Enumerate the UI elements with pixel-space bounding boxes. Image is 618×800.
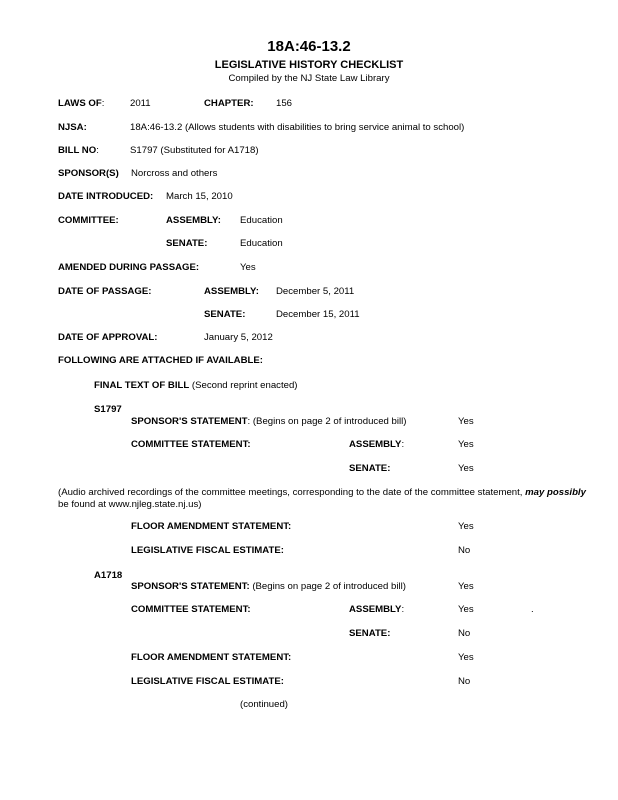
s1797-bill-label: S1797 [94,404,122,415]
s1797-senate-label: SENATE: [349,463,391,474]
date-of-passage-label: DATE OF PASSAGE: [58,286,152,297]
passage-senate-label: SENATE: [204,309,246,320]
bill-no-label-text: BILL NO [58,145,97,156]
a1718-sponsor-label: SPONSOR'S STATEMENT: [131,581,250,592]
date-of-approval-label: DATE OF APPROVAL: [58,332,158,343]
bill-no-colon: : [96,145,99,156]
a1718-sponsor-note: (Begins on page 2 of introduced bill) [249,581,406,592]
final-text-label: FINAL TEXT OF BILL [94,380,190,391]
committee-label: COMMITTEE: [58,215,119,226]
amended-label: AMENDED DURING PASSAGE: [58,262,200,273]
a1718-assembly-value: Yes [458,604,474,615]
amended-value: Yes [240,262,256,273]
passage-assembly-value: December 5, 2011 [276,286,355,297]
a1718-assembly-label [349,604,404,615]
passage-senate-value: December 15, 2011 [276,309,360,320]
bill-no-label [58,145,99,156]
committee-assembly-value: Education [240,215,283,226]
committee-senate-value: Education [240,238,283,249]
s1797-assembly-value: Yes [458,439,474,450]
date-of-approval-value: January 5, 2012 [204,332,273,343]
bill-no-value: S1797 (Substituted for A1718) [130,145,259,156]
a1718-sponsor-value: Yes [458,581,474,592]
sponsors-value: Norcross and others [131,168,218,179]
laws-of-value: 2011 [130,98,151,109]
a1718-assembly-trailing-dot: . [531,604,534,615]
s1797-senate-value: Yes [458,463,474,474]
compiled-by: Compiled by the NJ State Law Library [228,73,390,84]
continued-note: (continued) [240,699,288,710]
a1718-senate-value: No [458,628,471,639]
laws-of-colon: : [101,98,105,109]
s1797-floor-label: FLOOR AMENDMENT STATEMENT: [131,521,292,532]
audio-note-text: (Audio archived recordings of the committee meetings, corresponding to the date of the committee statement, [58,487,526,498]
final-text-note: (Second reprint enacted) [189,380,298,391]
audio-note-line1 [58,487,586,498]
njsa-value: 18A:46-13.2 (Allows students with disabilities to bring service animal to school) [130,122,465,133]
s1797-sponsor-line [131,416,406,427]
a1718-sponsor-line [131,581,406,592]
a1718-assembly-label-text: ASSEMBLY [349,604,402,615]
a1718-committee-label: COMMITTEE STATEMENT: [131,604,251,615]
s1797-floor-value: Yes [458,521,474,532]
a1718-senate-label: SENATE: [349,628,391,639]
page-title: 18A:46-13.2 [267,38,351,55]
a1718-fiscal-label: LEGISLATIVE FISCAL ESTIMATE: [131,676,284,687]
s1797-assembly-label [349,439,404,450]
a1718-fiscal-value: No [458,676,471,687]
sponsors-label: SPONSOR(S) [58,168,119,179]
njsa-label: NJSA: [58,122,87,133]
laws-of-label [58,98,104,109]
s1797-sponsor-note: : (Begins on page 2 of introduced bill) [247,416,407,427]
a1718-bill-label: A1718 [94,570,123,581]
passage-assembly-label: ASSEMBLY: [204,286,259,297]
committee-assembly-label: ASSEMBLY: [166,215,221,226]
laws-of-label-text: LAWS OF [58,98,102,109]
s1797-committee-label: COMMITTEE STATEMENT: [131,439,251,450]
attached-heading: FOLLOWING ARE ATTACHED IF AVAILABLE: [58,355,263,366]
date-introduced-label: DATE INTRODUCED: [58,191,154,202]
audio-note-line2: be found at www.njleg.state.nj.us) [58,499,202,510]
chapter-label: CHAPTER: [204,98,254,109]
s1797-sponsor-value: Yes [458,416,474,427]
a1718-assembly-colon: : [401,604,405,615]
audio-note-emphasis: may possibly [525,487,586,498]
chapter-value: 156 [276,98,293,109]
final-text-line [94,380,298,391]
a1718-floor-value: Yes [458,652,474,663]
date-introduced-value: March 15, 2010 [166,191,233,202]
a1718-floor-label: FLOOR AMENDMENT STATEMENT: [131,652,292,663]
s1797-fiscal-value: No [458,545,471,556]
committee-senate-label: SENATE: [166,238,208,249]
page-subtitle: LEGISLATIVE HISTORY CHECKLIST [214,59,404,71]
s1797-assembly-label-text: ASSEMBLY [349,439,402,450]
s1797-sponsor-label: SPONSOR'S STATEMENT [131,416,248,427]
s1797-fiscal-label: LEGISLATIVE FISCAL ESTIMATE: [131,545,284,556]
s1797-assembly-colon: : [401,439,405,450]
